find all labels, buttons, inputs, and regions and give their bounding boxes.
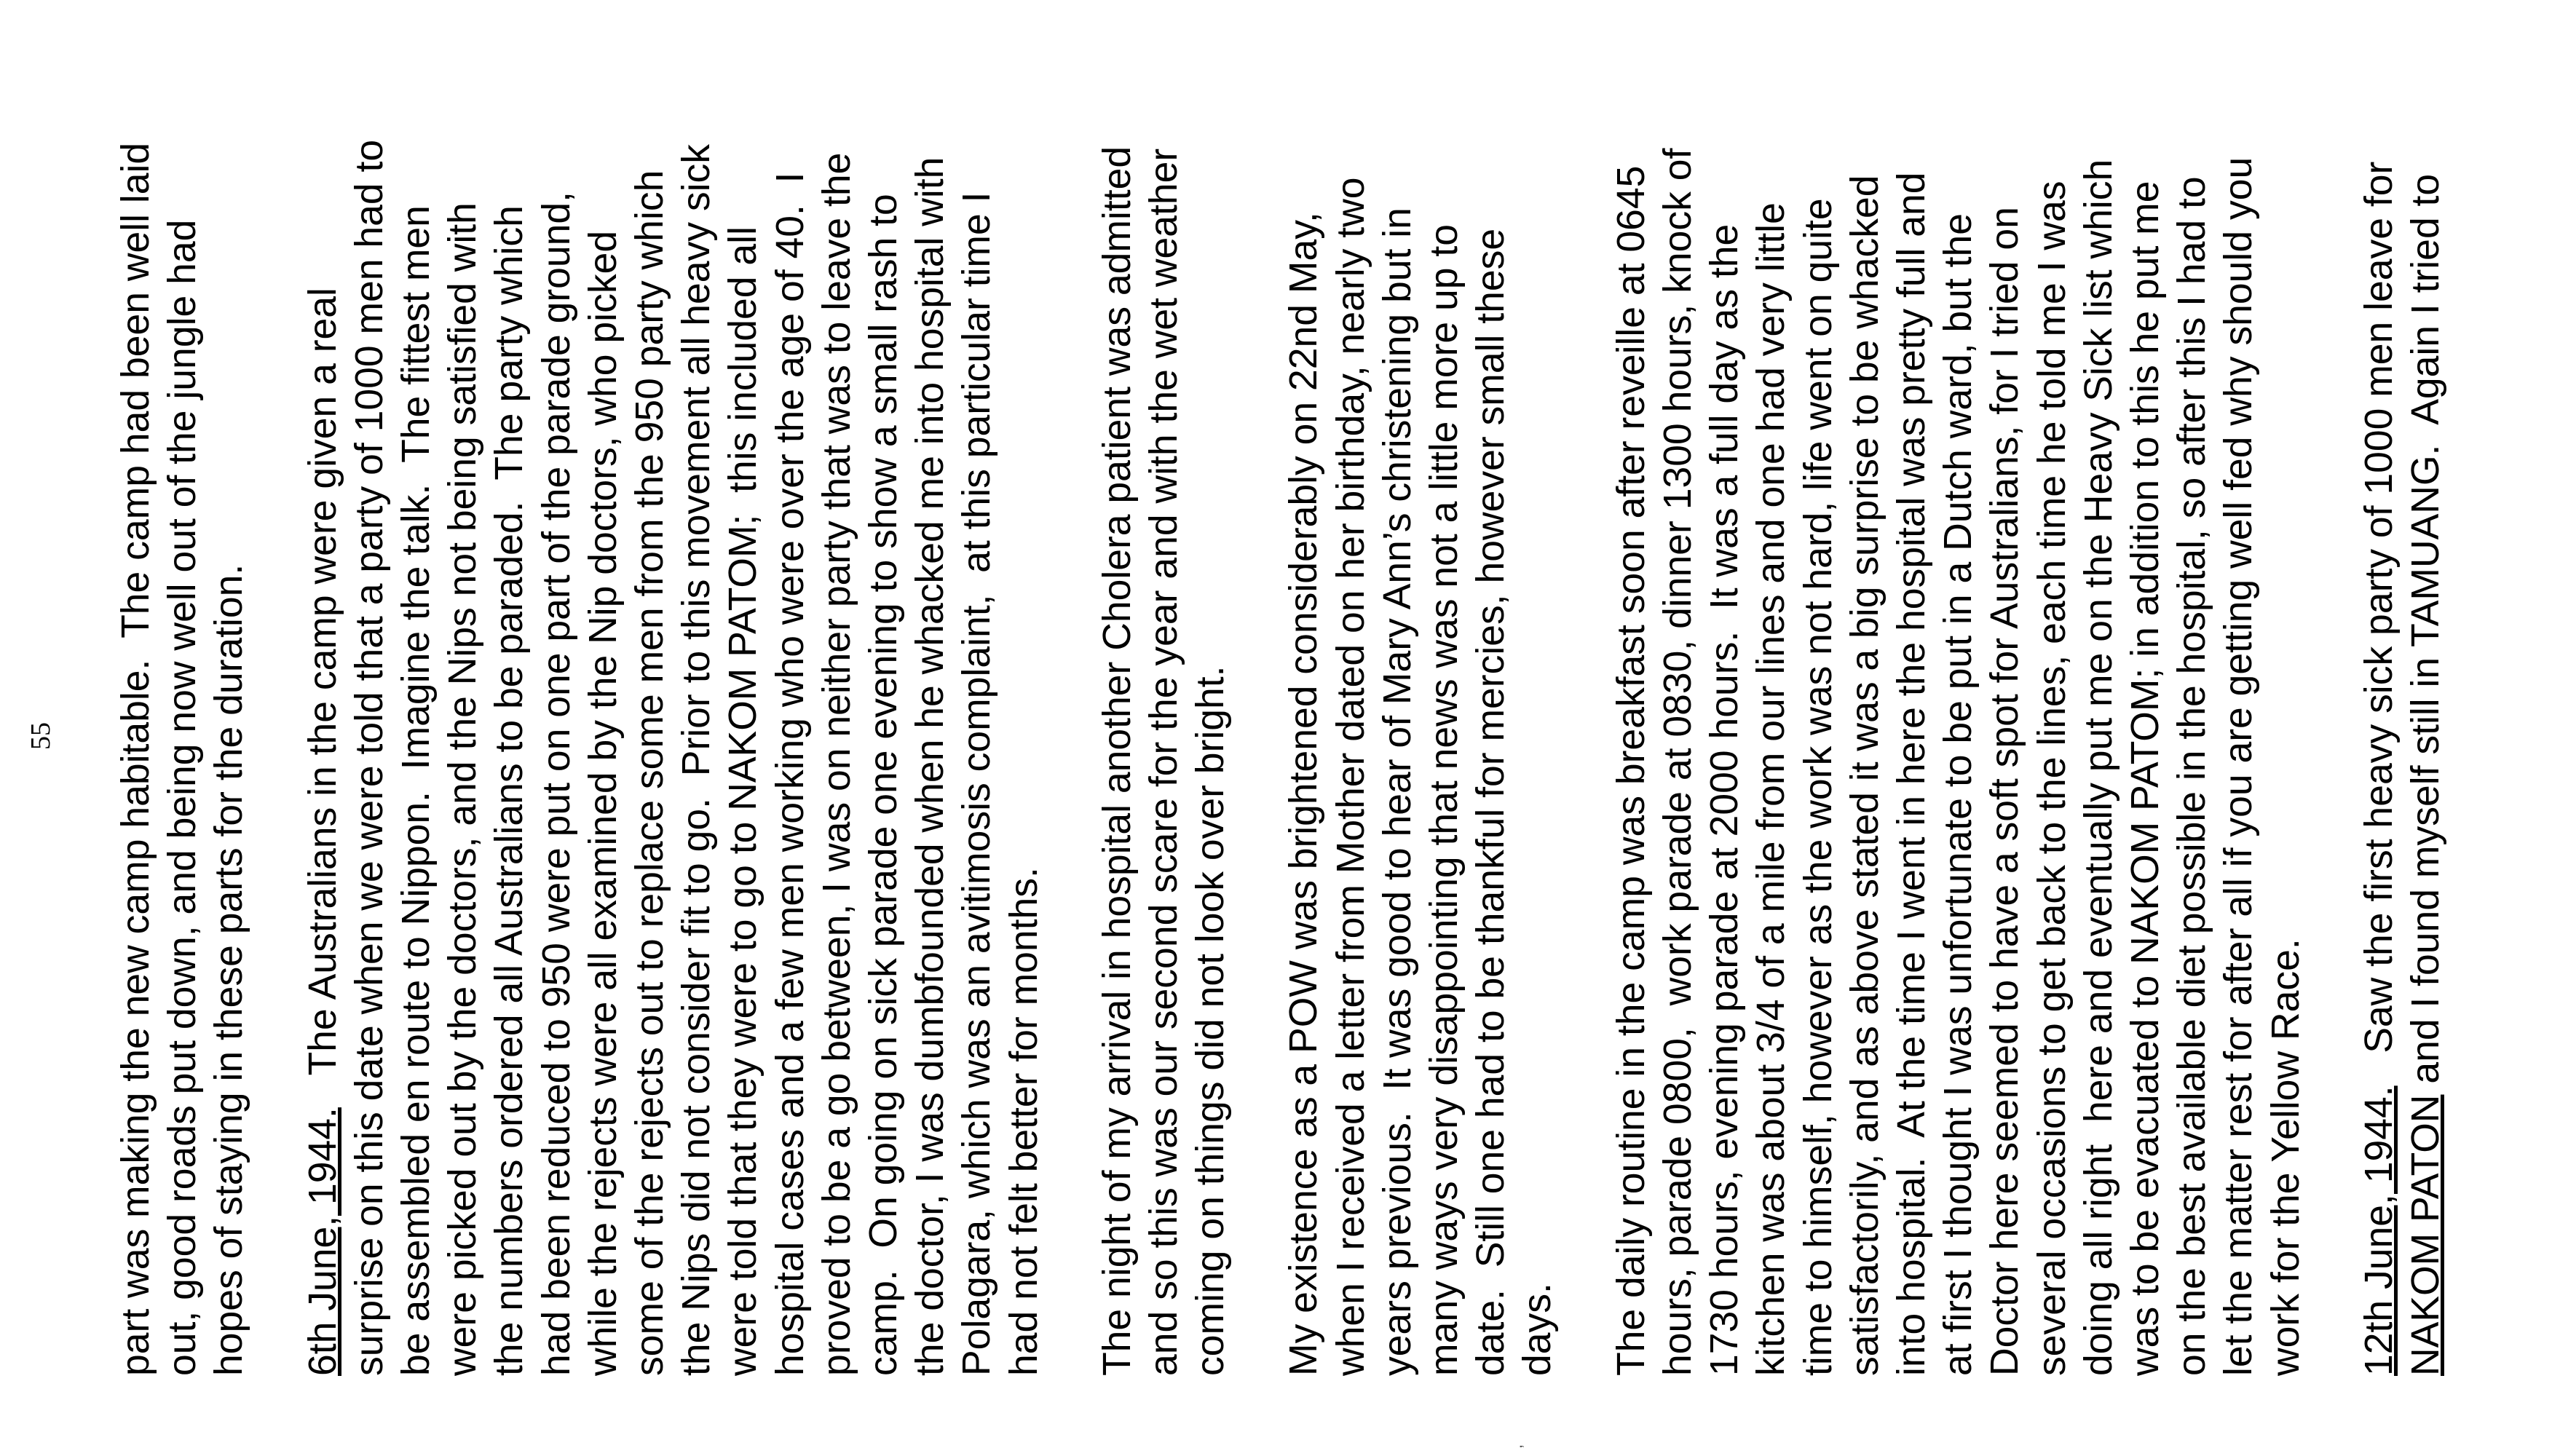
text-line: at first I thought I was unfortunate to be put in a Dutch ward, but the [1937, 213, 1980, 1376]
entry-date: 6th June, 1944. [301, 1107, 344, 1376]
text-line: My existence as a POW was brightened considerably on 22nd May, [1282, 212, 1326, 1376]
text-line: date. Still one had to be thankful for mercies, however small these [1469, 228, 1513, 1376]
text-line: and so this was our second scare for the year and with the wet weather [1142, 148, 1186, 1376]
text-line: hours, parade 0800, work parade at 0830, dinner 1300 hours, knock of [1656, 148, 1699, 1376]
text-line: had been reduced to 950 were put on one part of the parade ground, [534, 191, 578, 1376]
text-line: on the best available diet possible in the hospital, so after this I had to [2170, 176, 2214, 1376]
text-fragment: and I found myself still in TAMUANG. Again I tried to [2403, 173, 2447, 1095]
text-line: satisfactorily, and as above stated it was a big surprise to be whacked [1843, 175, 1887, 1376]
paragraph [113, 44, 253, 1376]
text-line: work for the Yellow Race. [2264, 938, 2307, 1376]
text-line: hopes of staying in these parts for the duration. [208, 563, 251, 1376]
text-line: was to be evacuated to NAKOM PATOM; in addition to this he put me [2123, 181, 2167, 1376]
text-fragment: Saw the first heavy sick party of 1000 men leave for [2357, 161, 2401, 1086]
paragraph [1281, 44, 1561, 1376]
text-line [2403, 44, 2449, 1376]
text-line: the doctor, I was dumbfounded when he whacked me into hospital with [909, 157, 952, 1376]
text-line [300, 44, 347, 1376]
place-name: NAKOM PATON [2403, 1094, 2447, 1376]
text-line: the Nips did not consider fit to go. Prior to this movement all heavy sick [675, 144, 719, 1376]
text-line: were told that they were to go to NAKOM PATOM; this included all [722, 226, 765, 1376]
paragraph [2356, 44, 2449, 1376]
text-line: out, good roads put down, and being now well out of the jungle had [161, 219, 205, 1376]
text-line: days. [1516, 1283, 1560, 1376]
text-body [113, 44, 2496, 1376]
text-line: be assembled en route to Nippon. Imagine the talk. The fittest men [395, 205, 438, 1376]
text-line: The daily routine in the camp was breakfast soon after reveille at 0645 [1609, 165, 1653, 1376]
paragraph [300, 44, 1048, 1376]
text-line: while the rejects were all examined by the Nip doctors, who picked [581, 230, 625, 1376]
text-line: camp. On going on sick parade one evening to show a small rash to [862, 194, 906, 1376]
text-line: time to himself, however as the work was not hard, life went on quite [1796, 198, 1840, 1376]
text-line: 1730 hours, evening parade at 2000 hours. It was a full day as the [1703, 223, 1747, 1376]
page-number: 55 [25, 722, 56, 750]
text-line: into hospital. At the time I went in here the hospital was pretty full and [1889, 172, 1933, 1376]
paragraph [1094, 44, 1235, 1376]
text-line: Doctor here seemed to have a soft spot for Australians, for I tried on [1983, 207, 2027, 1376]
text-line: Polagara, which was an avitimosis complaint, at this particular time I [955, 191, 999, 1376]
text-line: let the matter rest for after all if you are getting well fed why should you [2217, 157, 2261, 1376]
text-line: hospital cases and a few men working who were over the age of 40. I [768, 172, 812, 1376]
paragraph [1608, 44, 2310, 1376]
text-line: kitchen was about 3/4 of a mile from our lines and one had very little [1750, 202, 1793, 1376]
text-line [2356, 44, 2403, 1376]
text-line: were picked out by the doctors, and the Nips not being satisfied with [441, 202, 485, 1376]
text-line: coming on things did not look over bright. [1189, 665, 1233, 1376]
text-line: part was making the new camp habitable. The camp had been well laid [114, 142, 157, 1376]
text-line: years previous. It was good to hear of Mary Ann’s christening but in [1375, 207, 1419, 1376]
text-fragment: The Australians in the camp were given a real [301, 288, 344, 1108]
scan-mark: , [1507, 1444, 1525, 1449]
text-line: the numbers ordered all Australians to be paraded. The party which [488, 205, 532, 1376]
text-line: The night of my arrival in hospital another Cholera patient was admitted [1095, 146, 1139, 1376]
text-line: doing all right here and eventually put me on the Heavy Sick list which [2077, 159, 2120, 1376]
text-line: some of the rejects out to replace some men from the 950 party which [628, 170, 672, 1376]
text-line: many ways very disappointing that news was not a little more up to [1423, 223, 1466, 1376]
text-line: had not felt better for months. [1002, 867, 1046, 1376]
entry-date: 12th June, 1944. [2357, 1085, 2401, 1376]
text-line: when I received a letter from Mother dated on her birthday, nearly two [1329, 177, 1372, 1376]
text-line: surprise on this date when we were told that a party of 1000 men had to [347, 139, 391, 1376]
text-line: several occasions to get back to the lines, each time he told me I was [2030, 181, 2074, 1376]
text-line: proved to be a go between, I was on neither party that was to leave the [815, 152, 858, 1376]
